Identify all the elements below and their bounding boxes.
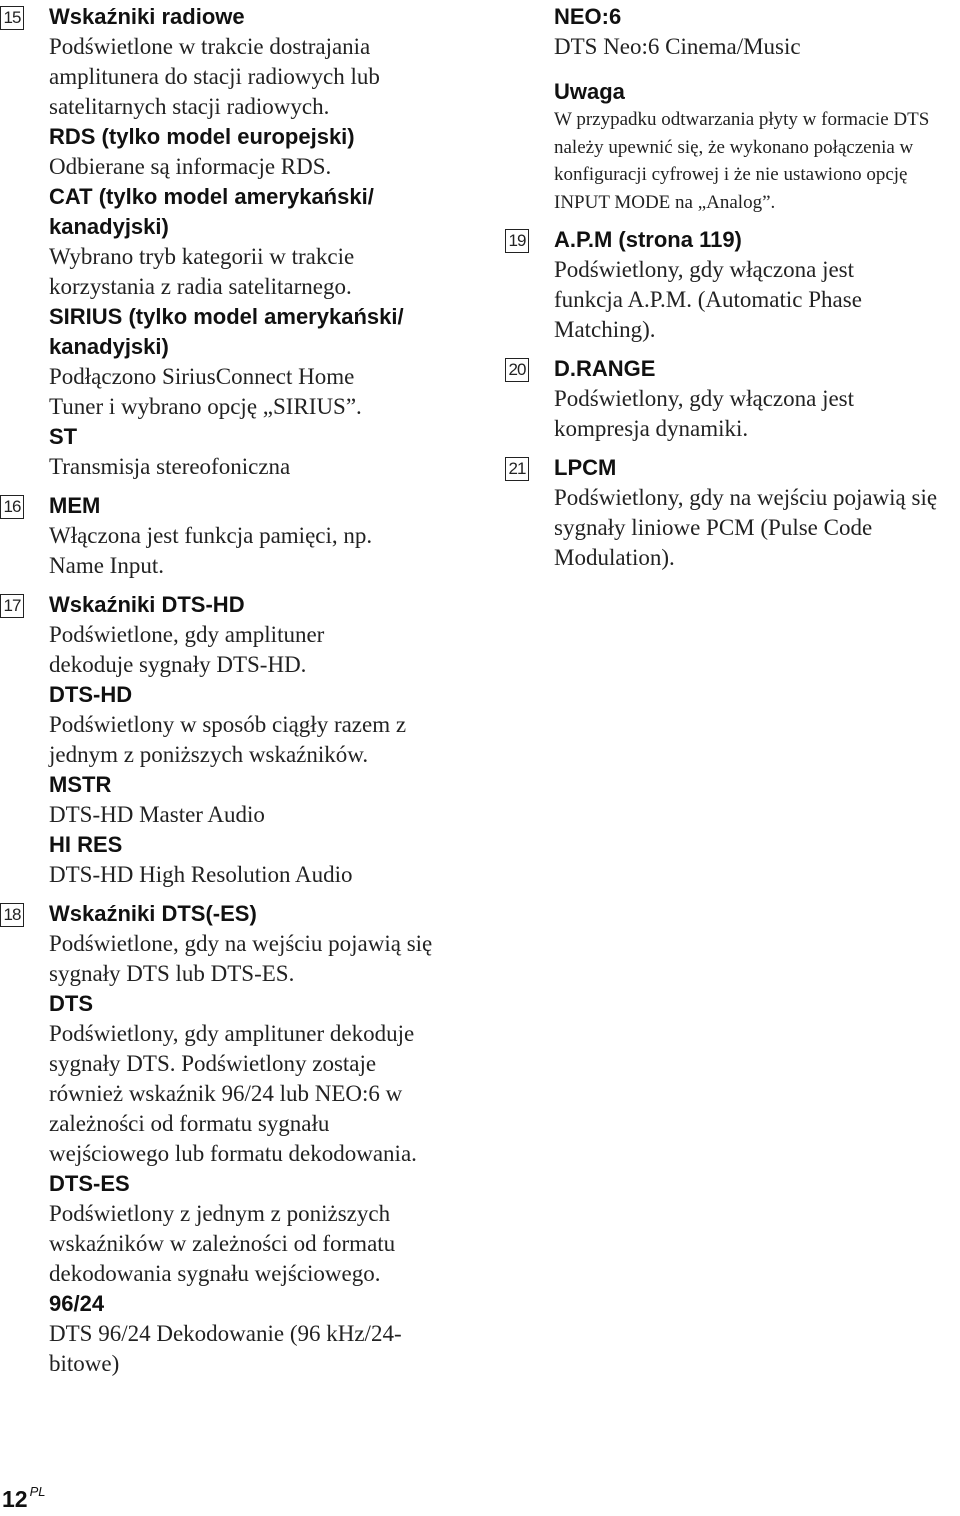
item-description: Podświetlone w trakcie dostrajania amplitunera do stacji radiowych lub satelitarnych stacji radiowych.: [49, 34, 380, 119]
neo6-description: DTS Neo:6 Cinema/Music: [554, 34, 801, 59]
item-number-badge: 17: [0, 594, 24, 618]
item-20: [505, 354, 960, 444]
item-number-badge: 15: [0, 6, 24, 30]
hi-res-description: DTS-HD High Resolution Audio: [49, 862, 353, 887]
dts-description: Podświetlony, gdy amplituner dekoduje sygnały DTS. Podświetlony zostaje również wskaźnik 96/24 lub NEO:6 w zależności od formatu sygnału wejściowego lub formatu dekodowania.: [49, 1021, 417, 1166]
cat-description: Wybrano tryb kategorii w trakcie korzystania z radia satelitarnego.: [49, 244, 355, 299]
item-title: MEM: [49, 493, 101, 518]
neo6-block: [505, 2, 960, 216]
item-description: Podświetlone, gdy amplituner dekoduje sygnały DTS-HD.: [49, 622, 325, 677]
language-code: PL: [29, 1484, 46, 1499]
dts-hd-title: DTS-HD: [49, 682, 133, 707]
st-title: ST: [49, 424, 78, 449]
dts-title: DTS: [49, 991, 93, 1016]
dts-es-description: Podświetlony z jednym z poniższych wskaźników w zależności od formatu dekodowania sygnału wejściowego.: [49, 1201, 396, 1286]
item-16: [0, 491, 470, 581]
page-number: 12: [2, 1486, 28, 1512]
page-footer: [2, 1486, 46, 1513]
item-description: Podświetlony, gdy włączona jest funkcja A.P.M. (Automatic Phase Matching).: [554, 257, 862, 342]
item-description: Włączona jest funkcja pamięci, np. Name Input.: [49, 523, 373, 578]
hi-res-title: HI RES: [49, 832, 123, 857]
dts-es-title: DTS-ES: [49, 1171, 130, 1196]
item-description: Podświetlone, gdy na wejściu pojawią się sygnały DTS lub DTS-ES.: [49, 931, 433, 986]
item-title: LPCM: [554, 455, 617, 480]
note-title: Uwaga: [554, 79, 625, 104]
mstr-title: MSTR: [49, 772, 112, 797]
dts-96-24-description: DTS 96/24 Dekodowanie (96 kHz/24-bitowe): [49, 1321, 402, 1376]
neo6-title: NEO:6: [554, 4, 622, 29]
item-title: A.P.M (strona 119): [554, 227, 742, 252]
item-title: Wskaźniki radiowe: [49, 4, 245, 29]
item-21: [505, 453, 960, 573]
item-number-badge: 20: [505, 358, 529, 382]
rds-description: Odbierane są informacje RDS.: [49, 154, 332, 179]
st-description: Transmisja stereofoniczna: [49, 454, 291, 479]
mstr-description: DTS-HD Master Audio: [49, 802, 265, 827]
dts-hd-description: Podświetlony w sposób ciągły razem z jednym z poniższych wskaźników.: [49, 712, 407, 767]
item-title: Wskaźniki DTS-HD: [49, 592, 245, 617]
item-number-badge: 21: [505, 457, 529, 481]
item-19: [505, 225, 960, 345]
item-17: [0, 590, 470, 890]
item-description: Podświetlony, gdy na wejściu pojawią się sygnały liniowe PCM (Pulse Code Modulation).: [554, 485, 938, 570]
sirius-title: SIRIUS (tylko model amerykański/ kanadyjski): [49, 304, 404, 359]
right-column: [505, 0, 960, 573]
item-number-badge: 18: [0, 903, 24, 927]
item-number-badge: 16: [0, 495, 24, 519]
note-description: W przypadku odtwarzania płyty w formacie DTS należy upewnić się, że wykonano połączenia w konfiguracji cyfrowej i że nie ustawiono opcję INPUT MODE na „Analog”.: [554, 109, 930, 213]
item-number-badge: 19: [505, 229, 529, 253]
left-column: [0, 0, 470, 1379]
item-title: D.RANGE: [554, 356, 656, 381]
dts-96-24-title: 96/24: [49, 1291, 105, 1316]
rds-title: RDS (tylko model europejski): [49, 124, 355, 149]
item-15: [0, 2, 470, 482]
item-18: [0, 899, 470, 1379]
item-description: Podświetlony, gdy włączona jest kompresja dynamiki.: [554, 386, 855, 441]
item-title: Wskaźniki DTS(-ES): [49, 901, 257, 926]
cat-title: CAT (tylko model amerykański/ kanadyjski): [49, 184, 374, 239]
sirius-description: Podłączono SiriusConnect Home Tuner i wybrano opcję „SIRIUS”.: [49, 364, 362, 419]
